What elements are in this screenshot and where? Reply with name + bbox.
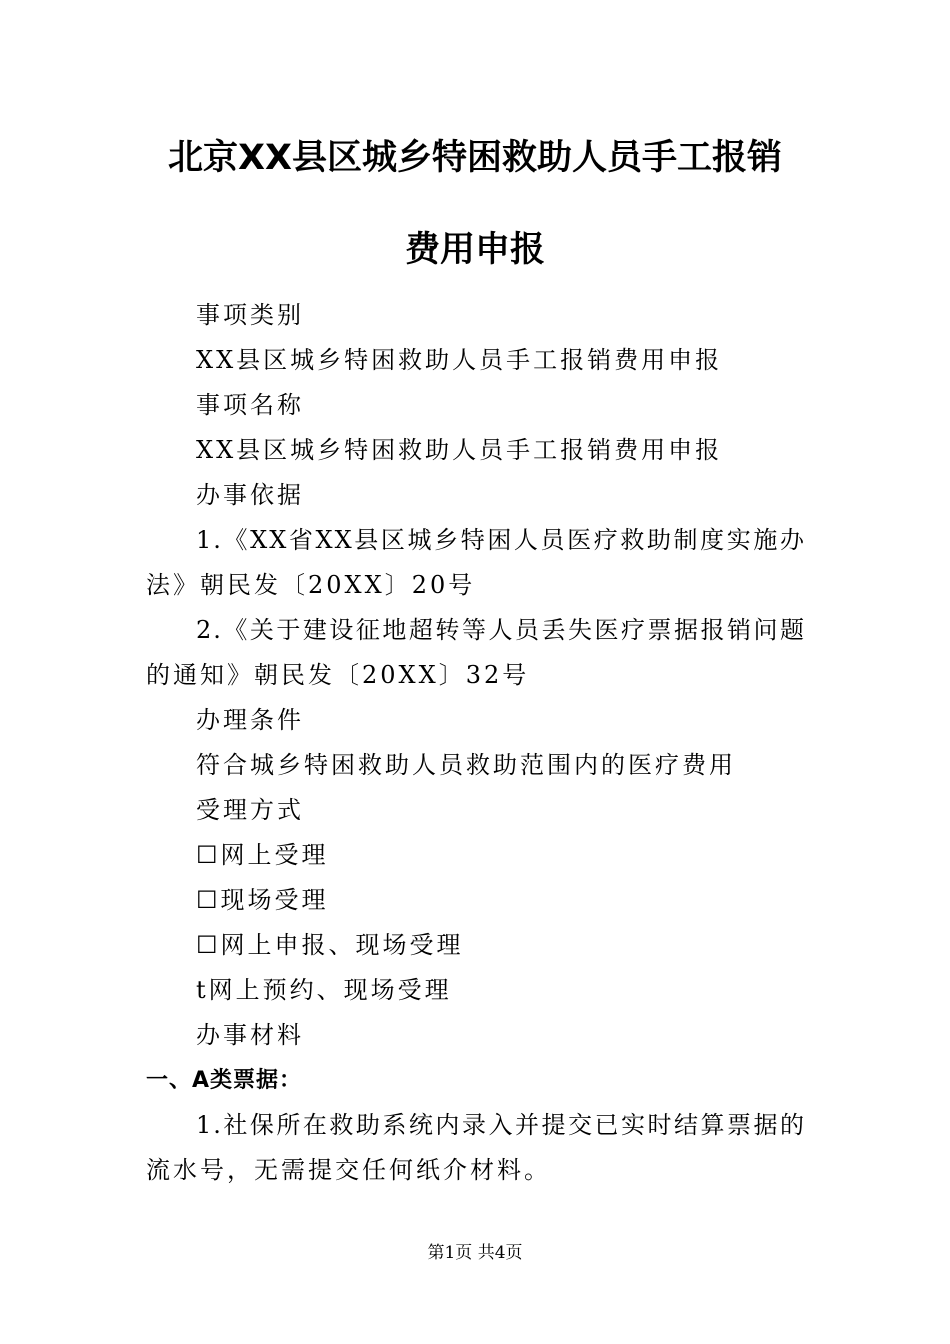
legal-basis-1-line-1: 1.《XX省XX县区城乡特困人员医疗救助制度实施办 [196, 526, 806, 554]
value-item-name: XX县区城乡特困救助人员手工报销费用申报 [196, 436, 723, 464]
value-item-category: XX县区城乡特困救助人员手工报销费用申报 [196, 346, 723, 374]
option-online-appointment-onsite: t网上预约、现场受理 [196, 976, 452, 1004]
label-conditions: 办理条件 [196, 706, 304, 734]
document-title-line-1: 北京XX县区城乡特困救助人员手工报销 [168, 138, 782, 178]
option-onsite-acceptance: ☐现场受理 [196, 886, 329, 914]
section-heading-a-receipts: 一、A类票据： [146, 1068, 303, 1093]
value-conditions: 符合城乡特困救助人员救助范围内的医疗费用 [196, 751, 736, 779]
label-materials: 办事材料 [196, 1021, 304, 1049]
label-acceptance-method: 受理方式 [196, 796, 304, 824]
legal-basis-2-line-1: 2.《关于建设征地超转等人员丢失医疗票据报销问题 [196, 616, 806, 644]
label-item-category: 事项类别 [196, 301, 304, 329]
option-online-acceptance: ☐网上受理 [196, 841, 329, 869]
legal-basis-1-line-2: 法》朝民发〔20XX〕20号 [146, 571, 476, 599]
label-item-name: 事项名称 [196, 391, 304, 419]
option-online-declare-onsite: ☐网上申报、现场受理 [196, 931, 464, 959]
legal-basis-2-line-2: 的通知》朝民发〔20XX〕32号 [146, 661, 530, 689]
materials-item-1-line-2: 流水号，无需提交任何纸介材料。 [146, 1156, 551, 1184]
document-title-line-2: 费用申报 [404, 230, 545, 270]
page-footer: 第1页 共4页 [427, 1243, 523, 1263]
materials-item-1-line-1: 1.社保所在救助系统内录入并提交已实时结算票据的 [196, 1111, 806, 1139]
label-legal-basis: 办事依据 [196, 481, 304, 509]
